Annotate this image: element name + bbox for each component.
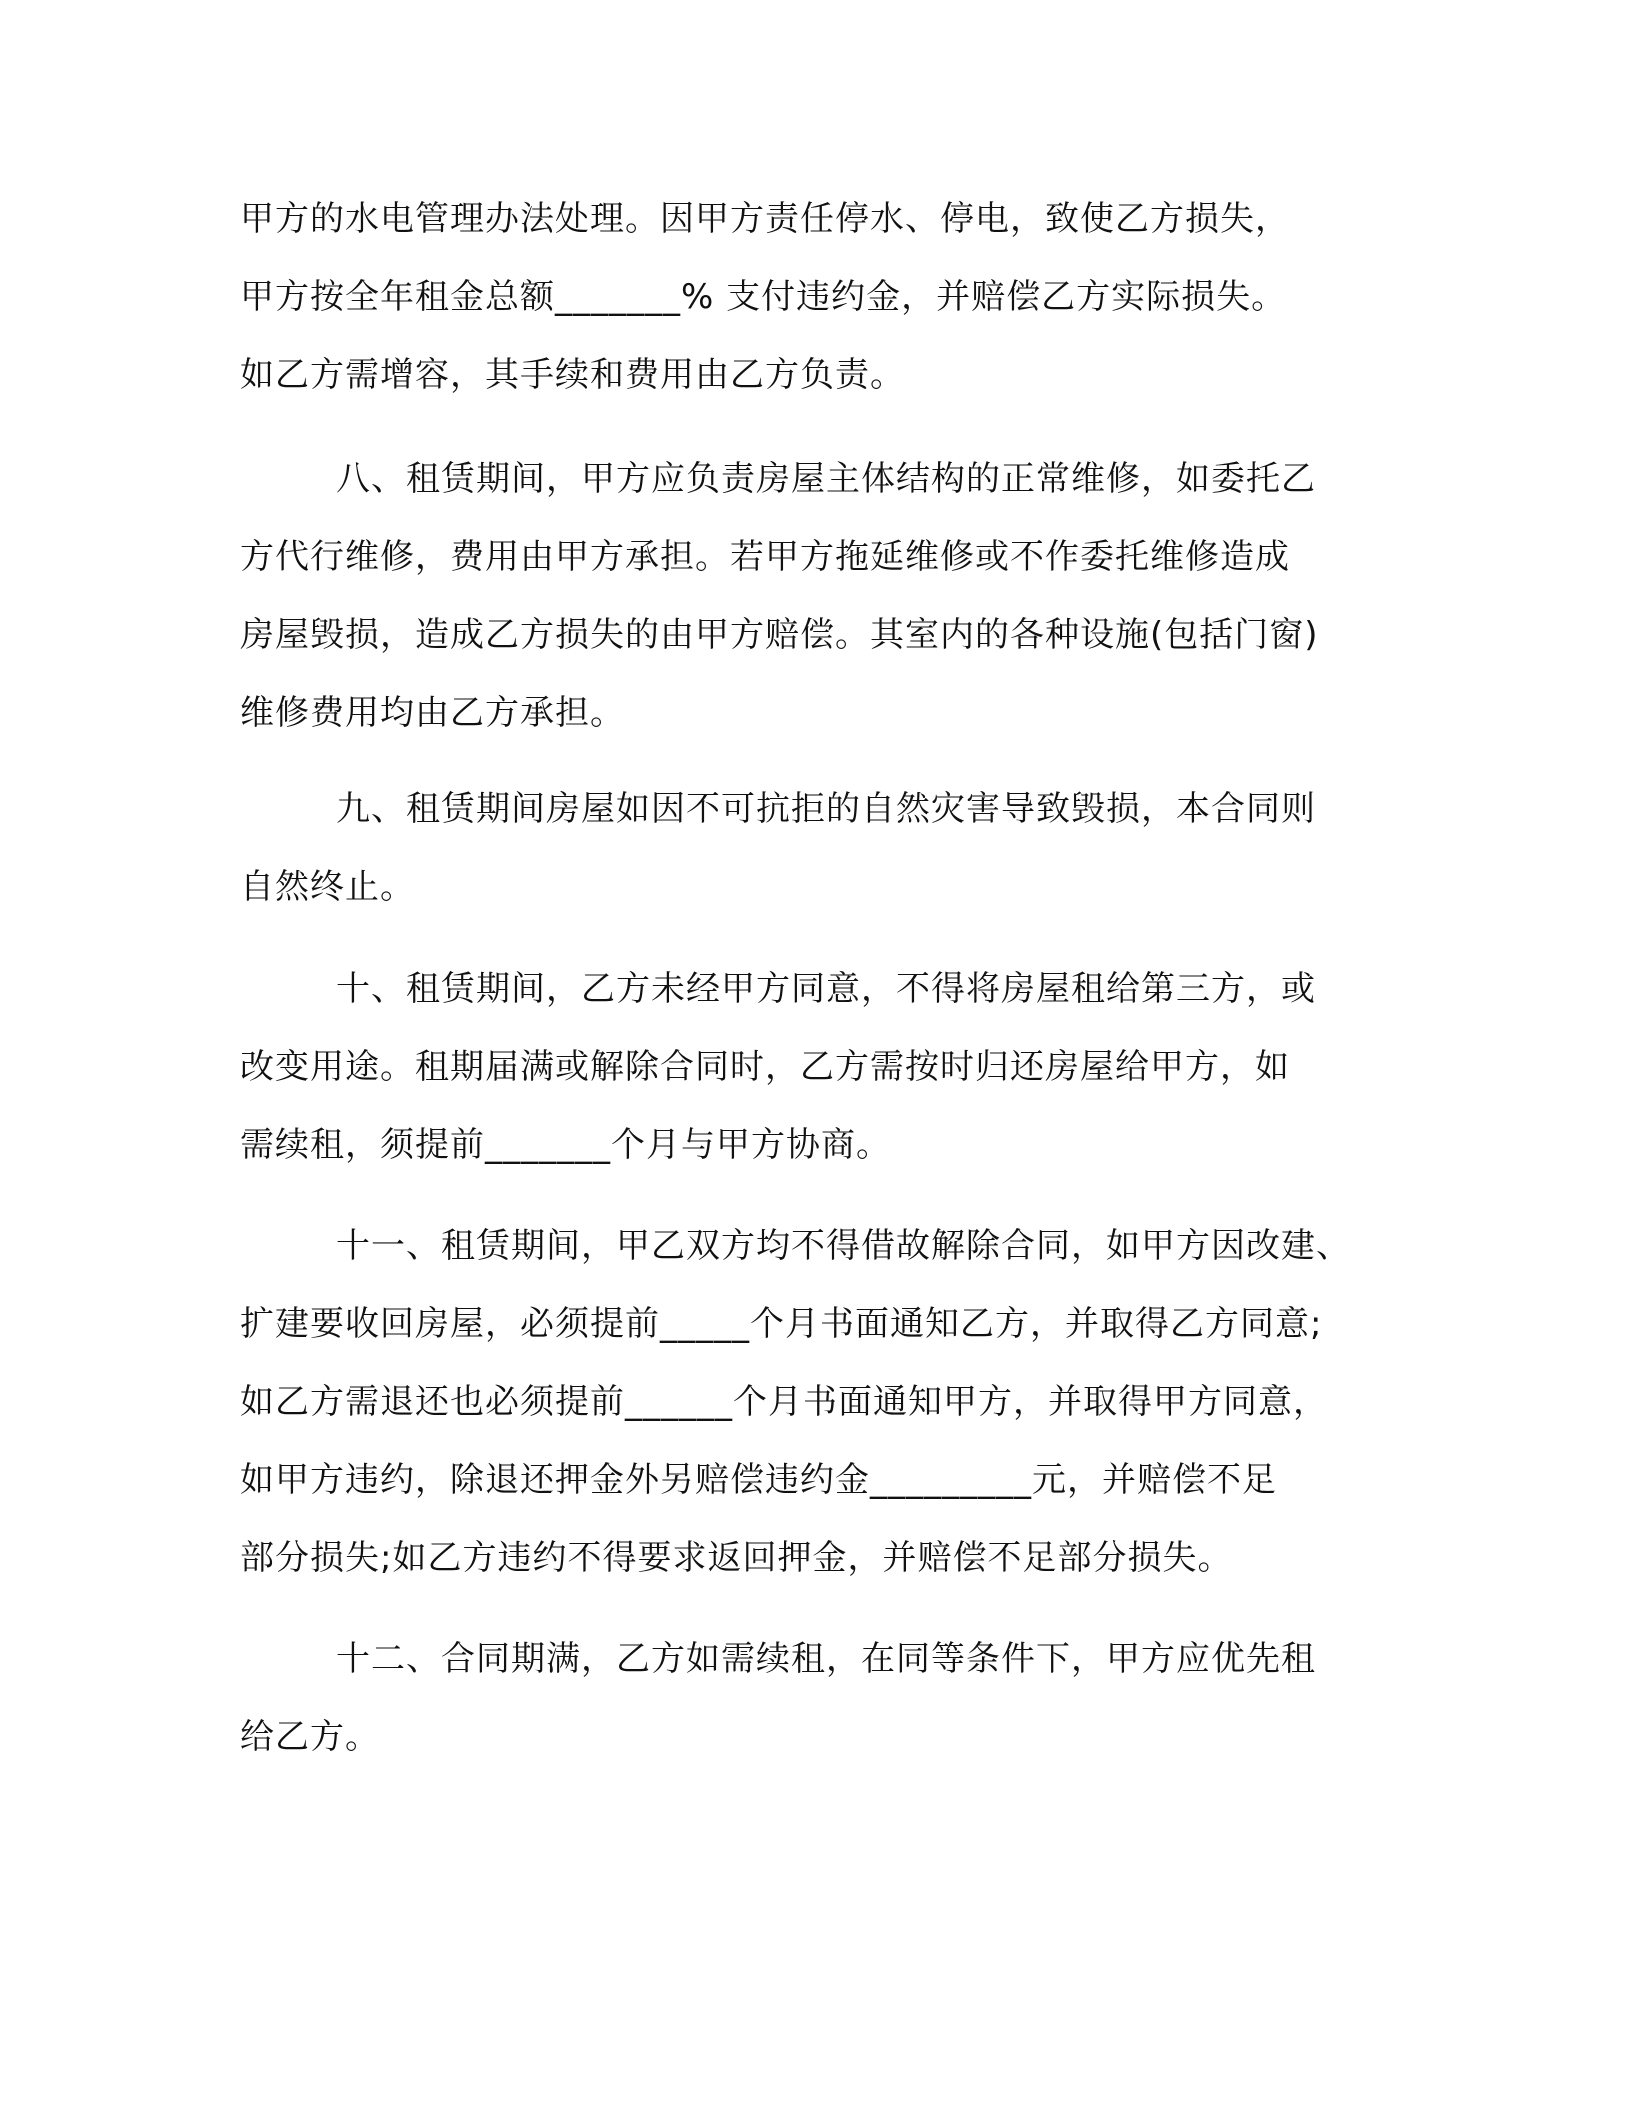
- paragraph-clause-10: [240, 950, 1420, 1184]
- text-line: 如甲方违约，除退还押金外另赔偿违约金_________元，并赔偿不足: [240, 1460, 1277, 1500]
- paragraph-utilities-continued: [240, 180, 1420, 414]
- text-line: 如乙方需退还也必须提前______个月书面通知甲方，并取得甲方同意，: [240, 1382, 1328, 1422]
- text-line: 方代行维修，费用由甲方承担。若甲方拖延维修或不作委托维修造成: [240, 537, 1290, 577]
- text-line: 自然终止。: [240, 867, 415, 907]
- text-line: 十、租赁期间，乙方未经甲方同意，不得将房屋租给第三方，或: [336, 969, 1316, 1009]
- text-line: 八、租赁期间，甲方应负责房屋主体结构的正常维修，如委托乙: [336, 459, 1316, 499]
- paragraph-clause-11: [240, 1207, 1420, 1597]
- text-line: 维修费用均由乙方承担。: [240, 693, 625, 733]
- text-line: 部分损失;如乙方违约不得要求返回押金，并赔偿不足部分损失。: [240, 1538, 1233, 1578]
- text-line: 九、租赁期间房屋如因不可抗拒的自然灾害导致毁损，本合同则: [336, 789, 1316, 829]
- text-line: 如乙方需增容，其手续和费用由乙方负责。: [240, 355, 905, 395]
- paragraph-clause-12: [240, 1620, 1420, 1776]
- text-line: 甲方按全年租金总额_______% 支付违约金，并赔偿乙方实际损失。: [240, 277, 1287, 317]
- text-line: 扩建要收回房屋，必须提前_____个月书面通知乙方，并取得乙方同意;: [240, 1304, 1323, 1344]
- text-line: 改变用途。租期届满或解除合同时，乙方需按时归还房屋给甲方，如: [240, 1047, 1290, 1087]
- paragraph-clause-9: [240, 770, 1420, 926]
- text-line: 房屋毁损，造成乙方损失的由甲方赔偿。其室内的各种设施(包括门窗): [240, 615, 1319, 655]
- text-line: 需续租，须提前_______个月与甲方协商。: [240, 1125, 891, 1165]
- text-line: 给乙方。: [240, 1717, 380, 1757]
- paragraph-clause-8: [240, 440, 1420, 752]
- text-line: 甲方的水电管理办法处理。因甲方责任停水、停电，致使乙方损失，: [240, 199, 1290, 239]
- text-line: 十一、租赁期间，甲乙双方均不得借故解除合同，如甲方因改建、: [336, 1226, 1351, 1266]
- text-line: 十二、合同期满，乙方如需续租，在同等条件下，甲方应优先租: [336, 1639, 1316, 1679]
